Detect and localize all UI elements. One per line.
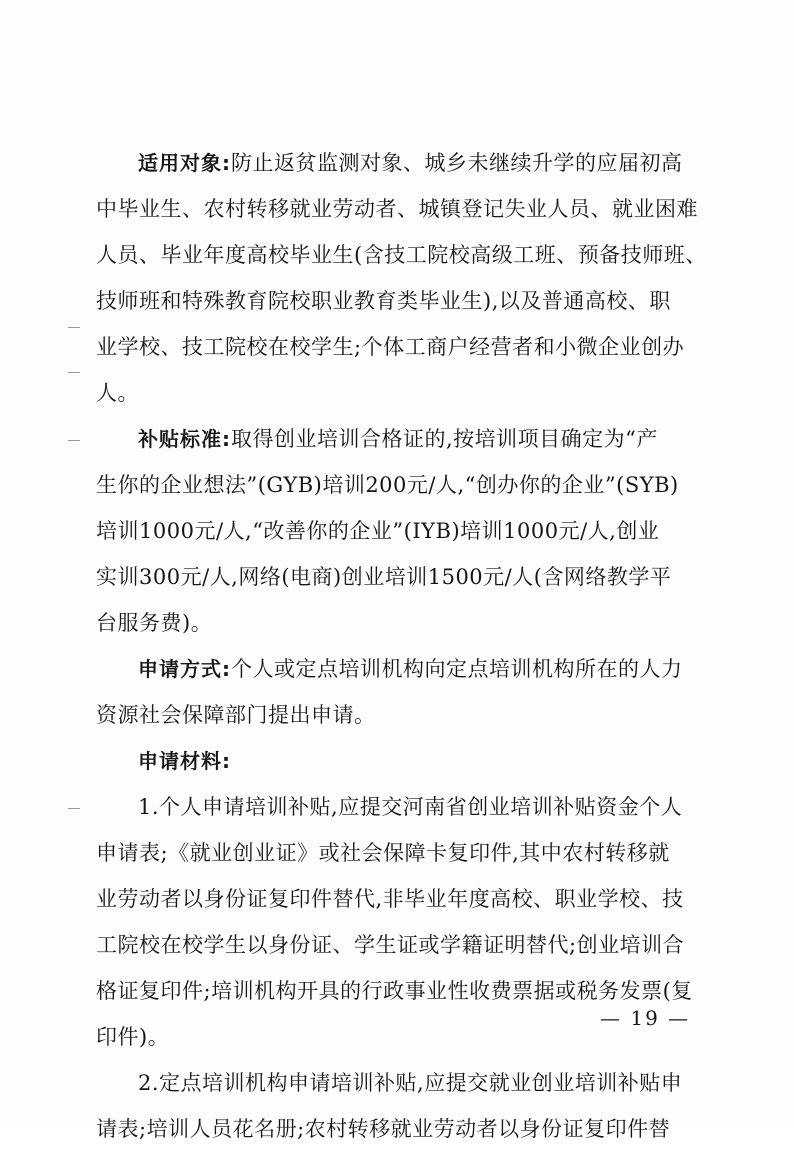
- section-label-eligible: 适用对象:: [138, 151, 231, 175]
- paragraph-line: 人员、毕业年度高校毕业生(含技工院校高级工班、预备技师班、: [96, 243, 707, 267]
- paragraph-line: 工院校在校学生以身份证、学生证或学籍证明替代;创业培训合: [96, 933, 685, 957]
- paragraph-line: 人。: [96, 381, 139, 405]
- paragraph-text: 个人或定点培训机构向定点培训机构所在的人力: [231, 657, 683, 681]
- paragraph-line: 申请表;《就业创业证》或社会保障卡复印件,其中农村转移就: [96, 841, 670, 865]
- margin-mark: [68, 440, 80, 441]
- paragraph-line: 业劳动者以身份证复印件替代,非毕业年度高校、职业学校、技: [96, 887, 684, 911]
- paragraph-line: 1.个人申请培训补贴,应提交河南省创业培训补贴资金个人: [138, 795, 683, 819]
- margin-mark: [68, 808, 80, 809]
- paragraph-line: 请表;培训人员花名册;农村转移就业劳动者以身份证复印件替: [96, 1117, 671, 1141]
- paragraph-line: 培训1000元/人,“改善你的企业”(IYB)培训1000元/人,创业: [96, 519, 660, 543]
- paragraph-line: 印件)。: [96, 1025, 170, 1049]
- paragraph-line: 生你的企业想法”(GYB)培训200元/人,“创办你的企业”(SYB): [96, 473, 679, 497]
- section-label-subsidy: 补贴标准:: [138, 427, 231, 451]
- page-number: — 19 —: [600, 1006, 691, 1030]
- section-label-method: 申请方式:: [138, 657, 231, 681]
- paragraph-text: 取得创业培训合格证的,按培训项目确定为“产: [231, 427, 658, 451]
- section-label-materials: 申请材料:: [138, 749, 231, 773]
- paragraph-line: 台服务费)。: [96, 611, 213, 635]
- paragraph-line: 2.定点培训机构申请培训补贴,应提交就业创业培训补贴申: [138, 1071, 683, 1095]
- paragraph-line: 业学校、技工院校在校学生;个体工商户经营者和小微企业创办: [96, 335, 685, 359]
- margin-mark: [68, 327, 80, 328]
- paragraph-line: [96, 140, 692, 186]
- paragraph-line: [96, 416, 692, 462]
- paragraph-line: [96, 738, 692, 784]
- margin-mark: [68, 372, 80, 373]
- paragraph-text: 防止返贫监测对象、城乡未继续升学的应届初高: [231, 151, 683, 175]
- paragraph-line: [96, 646, 692, 692]
- paragraph-line: 实训300元/人,网络(电商)创业培训1500元/人(含网络教学平: [96, 565, 672, 589]
- paragraph-line: 技师班和特殊教育院校职业教育类毕业生),以及普通高校、职: [96, 289, 671, 313]
- paragraph-line: 资源社会保障部门提出申请。: [96, 703, 376, 727]
- paragraph-line: 中毕业生、农村转移就业劳动者、城镇登记失业人员、就业困难: [96, 197, 698, 221]
- document-body: [96, 140, 707, 1152]
- paragraph-line: 格证复印件;培训机构开具的行政事业性收费票据或税务发票(复: [96, 979, 693, 1003]
